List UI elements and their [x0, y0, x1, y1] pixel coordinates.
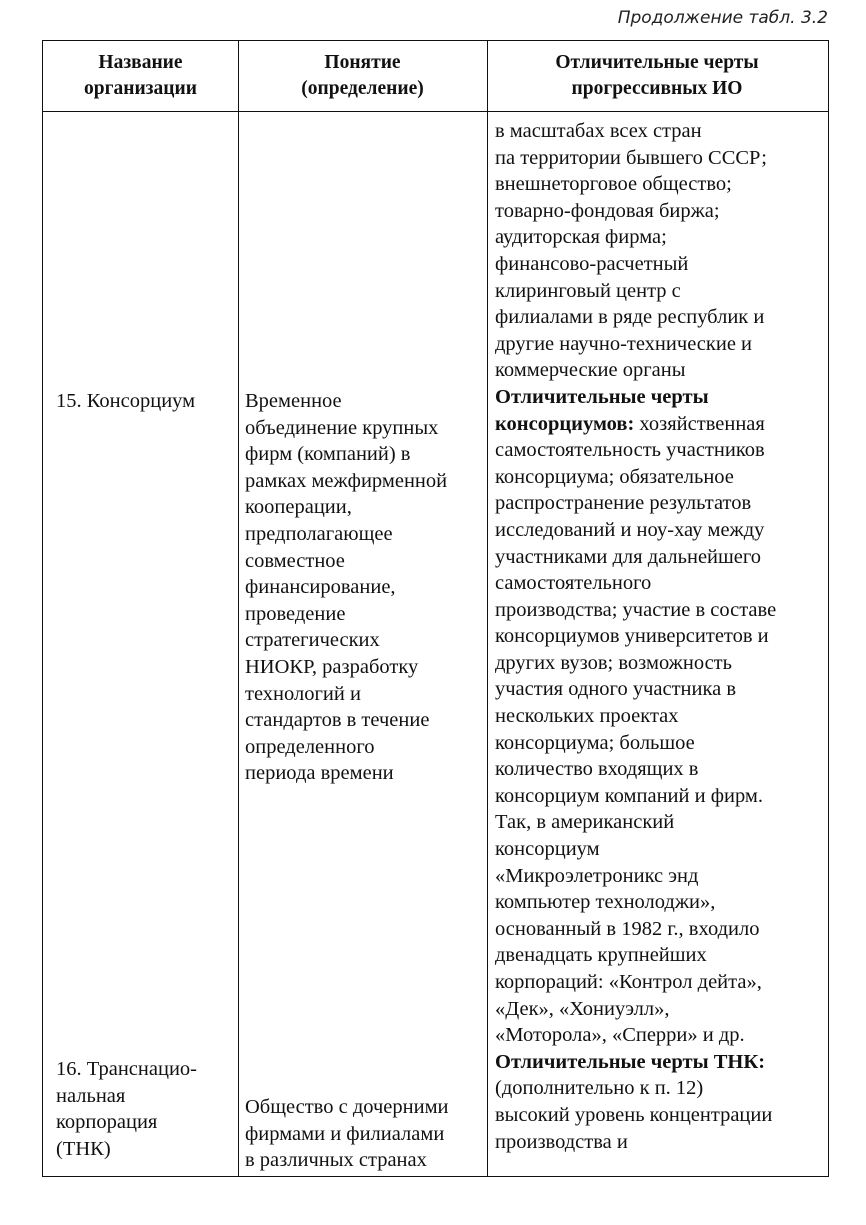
text-line	[495, 411, 776, 438]
col-divider-2	[487, 41, 488, 1176]
row15-name	[56, 388, 195, 415]
text-line: фирмами и филиалами	[245, 1122, 445, 1145]
text-line: другие научно-технические и	[495, 332, 753, 355]
text-line: участниками для дальнейшего	[495, 545, 762, 568]
text-line: па территории бывшего СССР;	[495, 146, 767, 169]
text-line: 16. Транснацио-	[56, 1058, 197, 1080]
text-line: в различных странах	[245, 1149, 427, 1172]
text-line: самостоятельность участников	[495, 439, 765, 462]
text-line: совместное	[245, 549, 345, 572]
text-line: фирм (компаний) в	[245, 443, 411, 466]
consortium-features-heading: Отличительные черты	[495, 385, 709, 408]
text-line: участия одного участника в	[495, 678, 737, 701]
header-col3	[487, 41, 827, 111]
text-line: определенного	[245, 735, 375, 758]
row15-definition	[245, 388, 447, 787]
text-line: (ТНК)	[56, 1137, 111, 1160]
text-line: клиринговый центр с	[495, 279, 681, 302]
row16-definition	[245, 1094, 449, 1174]
text-line: корпорация	[56, 1111, 158, 1134]
text-line: Общество с дочерними	[245, 1096, 449, 1118]
text-line: нескольких проектах	[495, 705, 679, 728]
text-fragment: хозяйственная	[634, 412, 765, 435]
tnk-features-heading: Отличительные черты ТНК:	[495, 1050, 766, 1073]
text-line: рамках межфирменной	[245, 469, 448, 492]
text-line: основанный в 1982 г., входило	[495, 917, 760, 940]
text-line: финансово-расчетный	[495, 252, 689, 275]
col-divider-1	[238, 41, 239, 1176]
text-line: филиалами в ряде республик и	[495, 306, 765, 329]
header-divider	[43, 111, 828, 112]
text-line: других вузов; возможность	[495, 651, 732, 674]
text-line: производства и	[495, 1130, 628, 1153]
text-line: (дополнительно к п. 12)	[495, 1077, 704, 1100]
text-line: распространение результатов	[495, 492, 752, 515]
text-line: высокий уровень концентрации	[495, 1103, 773, 1126]
header-col1	[43, 41, 238, 111]
text-line: коммерческие органы	[495, 359, 686, 382]
text-line: количество входящих в	[495, 758, 699, 781]
text-line: корпораций: «Контрол дейта»,	[495, 971, 762, 993]
text-line: консорциум компаний и фирм.	[495, 784, 764, 807]
header-col3-line: Отличительные черты	[555, 52, 759, 73]
text-line: Временное	[245, 390, 342, 412]
text-line: самостоятельного	[495, 572, 652, 595]
text-line: объединение крупных	[245, 416, 439, 439]
header-col1-line: организации	[84, 78, 197, 99]
col3-text	[495, 118, 776, 1155]
text-line: в масштабах всех стран	[495, 120, 702, 142]
text-line: кооперации,	[245, 496, 352, 519]
text-line: «Микроэлетроникс энд	[495, 864, 699, 887]
text-line: аудиторская фирма;	[495, 226, 667, 249]
header-col1-line: Название	[98, 52, 183, 73]
text-line: консорциума; большое	[495, 731, 695, 754]
text-line: консорциума; обязательное	[495, 465, 734, 488]
text-line: «Дек», «Хониуэлл»,	[495, 997, 670, 1020]
text-line: компьютер технолоджи»,	[495, 891, 716, 914]
text-line: производства; участие в составе	[495, 598, 777, 621]
text-line: двенадцать крупнейших	[495, 944, 707, 967]
text-line: консорциум	[495, 838, 600, 861]
row16-name	[56, 1056, 197, 1162]
text-line: исследований и ноу-хау между	[495, 518, 765, 541]
text-line: внешнеторговое общество;	[495, 173, 732, 196]
text-line: НИОКР, разработку	[245, 655, 419, 678]
header-col2	[238, 41, 487, 111]
continuation-caption: Продолжение табл. 3.2	[617, 8, 828, 28]
text-line: товарно-фондовая биржа;	[495, 199, 720, 222]
header-col3-line: прогрессивных ИО	[571, 78, 743, 99]
text-line: стандартов в течение	[245, 709, 430, 732]
text-line: проведение	[245, 602, 346, 625]
consortium-features-label: консорциумов:	[495, 412, 635, 435]
text-line: технологий и	[245, 682, 361, 705]
text-line: периода времени	[245, 762, 394, 785]
header-col2-line: (определение)	[301, 78, 424, 99]
header-col2-line: Понятие	[324, 52, 401, 73]
text-line: нальная	[56, 1084, 126, 1107]
text-line: предполагающее	[245, 522, 393, 545]
text-line: Так, в американский	[495, 811, 675, 834]
org-name: 15. Консорциум	[56, 390, 196, 412]
text-line: «Моторола», «Сперри» и др.	[495, 1024, 745, 1047]
text-line: консорциумов университетов и	[495, 625, 769, 648]
text-line: стратегических	[245, 629, 380, 652]
text-line: финансирование,	[245, 576, 396, 599]
